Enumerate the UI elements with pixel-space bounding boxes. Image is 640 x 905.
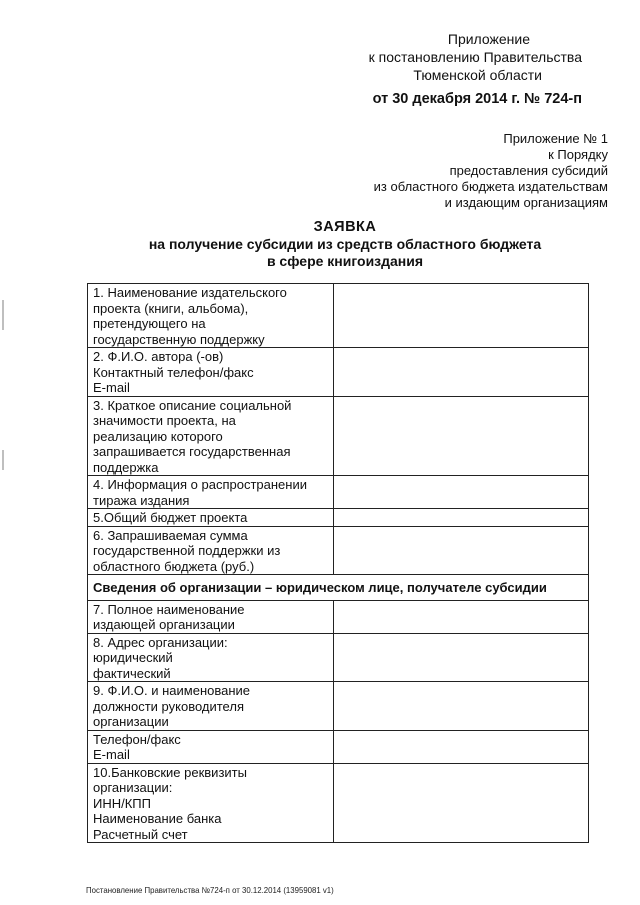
- row-label-line: 3. Краткое описание социальной: [93, 397, 292, 413]
- table-row: [88, 600, 589, 633]
- row-label-line: претендующего на: [93, 316, 206, 331]
- bank-details-value[interactable]: [334, 763, 589, 843]
- row-label-line: областного бюджета (руб.): [93, 558, 255, 574]
- row-label: [88, 600, 334, 633]
- project-name-value[interactable]: [334, 284, 589, 348]
- row-label-line: поддержка: [93, 459, 159, 475]
- row-label: [88, 763, 334, 843]
- row-label: [88, 284, 334, 348]
- table-row: [88, 396, 589, 476]
- row-label-line: государственной поддержки из: [93, 543, 281, 558]
- row-label: [88, 730, 334, 763]
- row-label-line: значимости проекта, на: [93, 413, 236, 428]
- social-significance-value[interactable]: [334, 396, 589, 476]
- row-label-line: реализацию которого: [93, 428, 223, 444]
- row-label: [88, 509, 334, 527]
- row-label-line: 8. Адрес организации:: [93, 634, 228, 650]
- table-row: [88, 476, 589, 509]
- organization-contacts-value[interactable]: [334, 730, 589, 763]
- row-label-line: 1. Наименование издательского: [93, 285, 287, 300]
- scan-edge-mark: [2, 300, 4, 330]
- title-subline: в сфере книгоиздания: [266, 253, 424, 269]
- row-label-line: должности руководителя: [93, 698, 244, 714]
- distribution-info-value[interactable]: [334, 476, 589, 509]
- document-title: [120, 219, 570, 270]
- row-label-line: проекта (книги, альбома),: [93, 300, 249, 316]
- row-label-line: Контактный телефон/факс: [93, 364, 254, 380]
- row-label: [88, 396, 334, 476]
- scan-edge-mark: [2, 450, 4, 470]
- organization-address-value[interactable]: [334, 633, 589, 682]
- table-row: [88, 633, 589, 682]
- row-label-line: фактический: [93, 665, 171, 681]
- row-label: [88, 682, 334, 731]
- appendix-region: Тюменской области: [413, 67, 542, 83]
- row-label-line: 10.Банковские реквизиты: [93, 764, 247, 780]
- document-footer: Постановление Правительства №724-п от 30.12.2014 (13959081 v1): [86, 885, 334, 895]
- row-label-line: организации: [93, 714, 169, 729]
- row-label: [88, 526, 334, 575]
- row-label-line: издающей организации: [93, 617, 235, 632]
- table-row: [88, 730, 589, 763]
- table-row: [88, 526, 589, 575]
- row-label-line: 7. Полное наименование: [93, 601, 245, 617]
- appendix-one-line: к Порядку: [548, 147, 608, 162]
- row-label-line: юридический: [93, 650, 173, 665]
- appendix-one-line: из областного бюджета издательствам: [373, 179, 608, 194]
- row-label-line: Телефон/факс: [93, 731, 181, 747]
- appendix-one-line: и издающим организациям: [444, 195, 608, 210]
- appendix-label: Приложение: [447, 31, 530, 47]
- title-main: ЗАЯВКА: [313, 219, 377, 235]
- table-row: [88, 284, 589, 348]
- row-label-line: 5.Общий бюджет проекта: [93, 510, 248, 525]
- row-label-line: E-mail: [93, 747, 130, 762]
- row-label-line: Наименование банка: [93, 811, 222, 826]
- section-header-row: [88, 575, 589, 601]
- application-form-table: [87, 283, 589, 843]
- row-label-line: государственную поддержку: [93, 331, 265, 347]
- organization-name-value[interactable]: [334, 600, 589, 633]
- total-budget-value[interactable]: [334, 509, 589, 527]
- row-label-line: организации:: [93, 780, 173, 795]
- row-label-line: 4. Информация о распространении: [93, 477, 307, 492]
- appendix-one-label: Приложение № 1: [503, 131, 608, 146]
- table-row: [88, 348, 589, 397]
- row-label-line: E-mail: [93, 380, 130, 395]
- row-label-line: 6. Запрашиваемая сумма: [93, 527, 248, 543]
- table-row: [88, 682, 589, 731]
- table-row: [88, 509, 589, 527]
- appendix-decree-ref: к постановлению Правительства: [368, 49, 582, 65]
- row-label-line: ИНН/КПП: [93, 795, 151, 811]
- head-of-organization-value[interactable]: [334, 682, 589, 731]
- appendix-header: [222, 30, 582, 108]
- row-label: [88, 348, 334, 397]
- appendix-one-line: предоставления субсидий: [449, 163, 608, 178]
- appendix-one-header: [248, 131, 608, 211]
- organization-section-header: Сведения об организации – юридическом лице, получателе субсидии: [88, 575, 589, 601]
- author-contacts-value[interactable]: [334, 348, 589, 397]
- row-label-line: тиража издания: [93, 492, 190, 508]
- table-row: [88, 763, 589, 843]
- row-label-line: Расчетный счет: [93, 826, 188, 842]
- requested-amount-value[interactable]: [334, 526, 589, 575]
- row-label: [88, 633, 334, 682]
- row-label-line: запрашивается государственная: [93, 444, 291, 459]
- row-label-line: 2. Ф.И.О. автора (-ов): [93, 349, 224, 364]
- title-subline: на получение субсидии из средств областного бюджета: [148, 236, 542, 252]
- row-label: [88, 476, 334, 509]
- row-label-line: 9. Ф.И.О. и наименование: [93, 683, 251, 698]
- appendix-date-number: от 30 декабря 2014 г. № 724-п: [372, 91, 582, 107]
